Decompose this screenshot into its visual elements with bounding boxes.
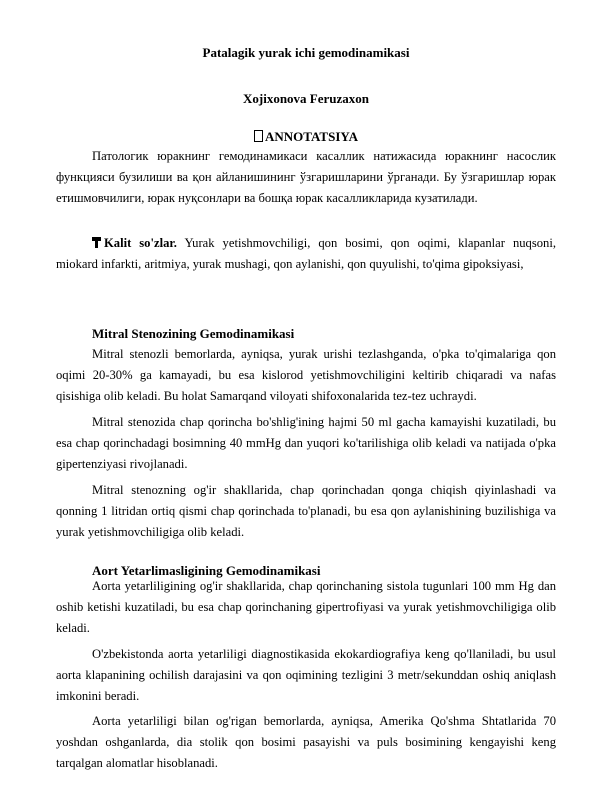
- paragraph: Mitral stenozning og'ir shakllarida, chap qorinchadan qonga chiqish qiyinlashadi va qonning 1 litridan ortiq qismi chap qorinchada to'planadi, bu esa qon aylanishining buzilishiga va yurak yetishmovchiligiga olib keladi.: [56, 483, 556, 539]
- checkbox-glyph-icon: [254, 130, 263, 142]
- paragraph: Aorta yetarliligining og'ir shakllarida, chap qorinchaning sistola tugunlari 100 mm Hg dan oshib ketishi kuzatiladi, bu esa chap qorinchaning gipertrofiyasi va yurak yetishmovchiligiga olib keladi.: [56, 579, 556, 635]
- keywords-label: Kalit so'zlar.: [104, 236, 177, 250]
- annotation-heading: [0, 129, 612, 145]
- author-name: Xojixonova Feruzaxon: [242, 91, 370, 106]
- annotation-heading-text: ANNOTATSIYA: [265, 129, 358, 144]
- section-heading-aort: Aort Yetarlimasligining Gemodinamikasi: [92, 563, 321, 578]
- document-title: Patalagik yurak ichi gemodinamikasi: [202, 45, 410, 60]
- paragraph: Mitral stenozida chap qorincha bo'shlig'ining hajmi 50 ml gacha kamayishi kuzatiladi, bu esa chap qorinchadagi bosimning 40 mmHg dan yuqori ko'tarilishiga olib keladi va natijada o'pka gipertenziyasi rivojlanadi.: [56, 415, 556, 471]
- keywords-text: Yurak yetishmovchiligi, qon bosimi, qon oqimi, klapanlar nuqsoni, miokard infarkti, aritmiya, yurak mushagi, qon aylanishi, qon quyulishi, to'qima gipoksiyasi,: [56, 236, 556, 271]
- paragraph: Mitral stenozli bemorlarda, ayniqsa, yurak urishi tezlashganda, o'pka to'qimalariga qon oqimi 20-30% ga kamayadi, bu esa kislorod yetishmovchiligini keltirib chiqaradi va nafas qisishiga olib keladi. Bu holat Samarqand viloyati shifoxonalarida tez-tez uchraydi.: [56, 347, 556, 403]
- paragraph: O'zbekistonda aorta yetarliligi diagnostikasida ekokardiografiya keng qo'llaniladi, bu usul aorta klapanining ochilish darajasini va qon oqimining tezligini 3 metr/sekunddan oshiq aniqlash imkonini beradi.: [56, 647, 556, 703]
- paragraph: Aorta yetarliligi bilan og'rigan bemorlarda, ayniqsa, Amerika Qo'shma Shtatlarida 70 yoshdan oshganlarda, dia stolik qon bosimi pasayishi va puls bosimining kengayishi keng tarqalgan alomatlar hisoblanadi.: [56, 714, 556, 770]
- section-heading-mitral: Mitral Stenozining Gemodinamikasi: [92, 326, 295, 341]
- keywords-paragraph: [56, 233, 556, 275]
- annotation-text: Патологик юракнинг гемодинамикаси касаллик натижасида юракнинг насослик функцияси бузилиши ва қон айланишининг ўзгаришларини ўрганади. Бу ўзгаришлар юрак етишмовчилиги, юрак нуқсонлари ва бошқа юрак касалликларида кузатилади.: [56, 149, 556, 205]
- pin-icon: [92, 237, 101, 248]
